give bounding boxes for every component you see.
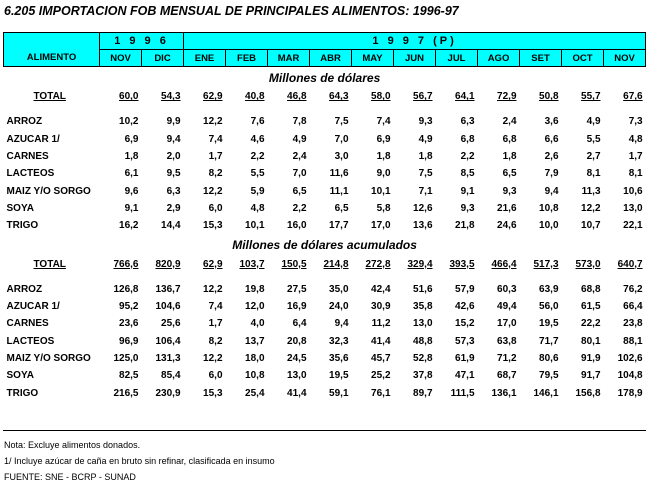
table-cell: 9,9 <box>166 116 181 128</box>
table-cell: 35,6 <box>329 353 349 364</box>
spacer <box>4 105 646 113</box>
table-cell: 51,6 <box>413 283 433 295</box>
total-value: 64,3 <box>329 91 349 103</box>
table-cell: 16,0 <box>287 220 307 232</box>
total-cell <box>142 255 184 272</box>
table-cell: 96,9 <box>119 335 139 347</box>
table-body <box>4 67 646 402</box>
table-cell: 102,6 <box>617 353 643 364</box>
table-cell: 10,8 <box>245 370 265 382</box>
table-cell: 7,4 <box>376 116 391 128</box>
table-cell: 49,4 <box>497 301 517 313</box>
table-cell: 17,0 <box>371 220 391 232</box>
total-value: 820,9 <box>155 258 181 270</box>
table-cell: 2,2 <box>460 151 475 163</box>
table-row <box>4 182 646 199</box>
notes-block <box>4 437 275 485</box>
table-cell: 6,3 <box>166 185 181 197</box>
table-cell: 5,5 <box>586 133 601 145</box>
table-cell: 42,4 <box>371 283 391 295</box>
table-cell: 23,8 <box>623 318 643 330</box>
table-cell: 6,0 <box>208 370 223 382</box>
table-cell: 9,1 <box>124 202 139 214</box>
table-row <box>4 131 646 148</box>
table-cell: 136,1 <box>491 387 517 399</box>
table-cell: 18,0 <box>245 353 265 364</box>
total-cell <box>142 88 184 105</box>
table-cell: 111,5 <box>450 387 475 399</box>
table-cell: 24,0 <box>329 301 349 313</box>
table-cell: 20,8 <box>287 335 307 347</box>
table-cell: 17,7 <box>329 220 349 232</box>
table-cell: 126,8 <box>113 283 139 295</box>
bottom-divider <box>3 430 646 431</box>
total-value: 60,0 <box>119 91 139 103</box>
table-cell: 13,0 <box>413 318 433 330</box>
table-cell: 82,5 <box>119 370 139 382</box>
table-cell: 4,0 <box>250 318 265 330</box>
table-cell: 19,5 <box>539 318 559 330</box>
table-row <box>4 367 646 384</box>
table-cell: 41,4 <box>371 335 391 347</box>
table-cell: 6,9 <box>124 133 139 145</box>
table-cell: 2,4 <box>292 151 307 163</box>
table-cell: 16,9 <box>287 301 307 313</box>
source-text: FUENTE: SNE - BCRP - SUNAD <box>4 472 136 482</box>
table-cell: 41,4 <box>287 387 307 399</box>
table-cell: 7,0 <box>334 133 349 145</box>
table-cell: 56,0 <box>539 301 559 313</box>
table-cell: 10,2 <box>119 116 139 128</box>
total-cell <box>520 88 562 105</box>
total-label: TOTAL <box>33 91 66 103</box>
total-row <box>4 255 646 272</box>
table-cell: 15,3 <box>203 220 223 232</box>
total-value: 50,8 <box>539 91 559 103</box>
total-value: 58,0 <box>371 91 391 103</box>
table-cell: 4,9 <box>292 133 307 145</box>
table-title: 6.205 IMPORTACION FOB MENSUAL DE PRINCIPALES ALIMENTOS: 1996-97 <box>4 4 459 18</box>
table-cell: 3,6 <box>544 116 559 128</box>
total-cell <box>100 255 142 272</box>
table-cell: 2,0 <box>166 151 181 163</box>
table-row <box>4 200 646 217</box>
table-cell: 79,5 <box>539 370 559 382</box>
total-cell <box>562 255 604 272</box>
total-value: 46,8 <box>287 91 307 103</box>
table-cell: 85,4 <box>161 370 181 382</box>
table-cell: 9,4 <box>544 185 559 197</box>
total-cell <box>436 255 478 272</box>
table-cell: 7,4 <box>208 301 223 313</box>
table-cell: 45,7 <box>371 353 391 364</box>
table-cell: 12,2 <box>203 116 223 128</box>
table-cell: 23,6 <box>119 318 139 330</box>
total-cell <box>394 88 436 105</box>
table-cell: 80,1 <box>581 335 601 347</box>
month-header: AGO <box>478 50 520 67</box>
table-cell: 2,2 <box>292 202 307 214</box>
table-cell: 71,7 <box>539 335 559 347</box>
table-cell: 10,7 <box>581 220 601 232</box>
table-cell: 48,8 <box>413 335 433 347</box>
table-cell: 27,5 <box>287 283 307 295</box>
table-cell: 5,8 <box>376 202 391 214</box>
total-value: 766,6 <box>113 258 139 270</box>
row-label: TRIGO <box>6 387 39 399</box>
table-cell: 25,6 <box>161 318 181 330</box>
total-cell <box>268 88 310 105</box>
table-cell: 1,7 <box>628 151 643 163</box>
total-cell <box>310 88 352 105</box>
table-cell: 12,0 <box>245 301 265 313</box>
table-cell: 156,8 <box>575 387 601 399</box>
table-cell: 35,0 <box>329 283 349 295</box>
table-cell: 5,9 <box>250 185 265 197</box>
alimento-header: ALIMENTO <box>4 50 100 67</box>
total-cell <box>394 255 436 272</box>
total-value: 62,9 <box>203 91 223 103</box>
table-cell: 61,5 <box>581 301 601 313</box>
total-value: 329,4 <box>407 258 433 270</box>
row-label: AZUCAR 1/ <box>6 133 60 145</box>
table-cell: 42,6 <box>455 301 475 313</box>
table-cell: 9,4 <box>334 318 349 330</box>
table-cell: 11,3 <box>581 185 601 197</box>
total-cell <box>184 255 226 272</box>
table-cell: 7,4 <box>208 133 223 145</box>
table-cell: 6,6 <box>544 133 559 145</box>
section-heading: Millones de dólares <box>268 70 381 85</box>
table-cell: 57,3 <box>455 335 475 347</box>
table-cell: 10,6 <box>623 185 643 197</box>
table-cell: 1,8 <box>376 151 391 163</box>
month-header: JUL <box>436 50 478 67</box>
table-cell: 146,1 <box>533 387 559 399</box>
total-cell <box>436 88 478 105</box>
row-label: AZUCAR 1/ <box>6 301 60 313</box>
total-cell <box>604 88 646 105</box>
table-cell: 8,1 <box>586 168 601 180</box>
table-cell: 76,2 <box>623 283 643 295</box>
table-cell: 6,9 <box>376 133 391 145</box>
total-row <box>4 88 646 105</box>
section-heading: Millones de dólares acumulados <box>232 237 417 252</box>
table-cell: 88,1 <box>623 335 643 347</box>
table-row <box>4 315 646 332</box>
table-cell: 80,6 <box>539 353 559 364</box>
table-cell: 11,1 <box>329 185 349 197</box>
table-cell: 106,4 <box>155 335 181 347</box>
row-label <box>4 88 100 105</box>
total-value: 393,5 <box>449 258 475 270</box>
table-cell: 24,6 <box>497 220 517 232</box>
total-cell <box>352 88 394 105</box>
row-label: LACTEOS <box>6 335 55 347</box>
table-cell: 71,2 <box>497 353 517 364</box>
table-cell: 76,1 <box>371 387 391 399</box>
table-cell: 12,6 <box>413 202 433 214</box>
table-cell: 12,2 <box>581 202 601 214</box>
table-cell: 9,3 <box>418 116 433 128</box>
month-header: NOV <box>604 50 646 67</box>
table-cell: 4,6 <box>250 133 265 145</box>
table-cell: 19,8 <box>245 283 265 295</box>
total-cell <box>184 88 226 105</box>
table-cell: 6,3 <box>460 116 475 128</box>
table-cell: 6,5 <box>502 168 517 180</box>
row-label: SOYA <box>6 370 34 382</box>
table-cell: 2,6 <box>544 151 559 163</box>
table-cell: 6,1 <box>124 168 139 180</box>
table-cell: 6,5 <box>334 202 349 214</box>
table-cell: 131,3 <box>155 353 181 364</box>
table-cell: 22,1 <box>623 220 643 232</box>
table-cell: 21,6 <box>497 202 517 214</box>
table-cell: 7,5 <box>334 116 349 128</box>
note-text: Nota: Excluye alimentos donados. <box>4 440 141 450</box>
table-cell: 13,0 <box>623 202 643 214</box>
table-cell: 89,7 <box>413 387 433 399</box>
table-cell: 1,8 <box>124 151 139 163</box>
table-cell: 37,8 <box>413 370 433 382</box>
table-cell: 10,1 <box>245 220 265 232</box>
table-row <box>4 333 646 350</box>
row-label: TRIGO <box>6 220 39 232</box>
total-value: 466,4 <box>491 258 517 270</box>
total-cell <box>226 88 268 105</box>
table-cell: 6,5 <box>292 185 307 197</box>
table-cell: 68,7 <box>497 370 517 382</box>
table-cell: 10,1 <box>371 185 391 197</box>
table-row <box>4 165 646 182</box>
total-cell <box>226 255 268 272</box>
table-cell: 7,8 <box>292 116 307 128</box>
total-cell <box>352 255 394 272</box>
table-cell: 1,8 <box>502 151 517 163</box>
month-header: SET <box>520 50 562 67</box>
table-cell: 7,1 <box>418 185 433 197</box>
total-value: 54,3 <box>161 91 181 103</box>
table-cell: 17,0 <box>497 318 517 330</box>
month-header: NOV <box>100 50 142 67</box>
row-label: SOYA <box>6 202 34 214</box>
table-cell: 14,4 <box>161 220 181 232</box>
table-cell: 6,8 <box>460 133 475 145</box>
table-cell: 12,2 <box>203 283 223 295</box>
table-cell: 57,9 <box>455 283 475 295</box>
table-cell: 6,8 <box>502 133 517 145</box>
table-row <box>4 384 646 401</box>
table-cell: 13,7 <box>245 335 265 347</box>
total-value: 640,7 <box>617 258 643 270</box>
month-header: ENE <box>184 50 226 67</box>
table-cell: 11,6 <box>329 168 349 180</box>
table-cell: 95,2 <box>119 301 139 313</box>
total-cell <box>520 255 562 272</box>
total-cell <box>604 255 646 272</box>
table-header <box>4 33 646 67</box>
data-table <box>3 32 646 402</box>
table-cell: 12,2 <box>203 185 223 197</box>
total-value: 214,8 <box>323 258 349 270</box>
table-cell: 25,2 <box>371 370 391 382</box>
table-cell: 91,7 <box>581 370 601 382</box>
total-value: 272,8 <box>365 258 391 270</box>
table-cell: 136,7 <box>155 283 181 295</box>
table-cell: 9,3 <box>460 202 475 214</box>
table-cell: 13,0 <box>287 370 307 382</box>
table-cell: 9,4 <box>166 133 181 145</box>
table-cell: 47,1 <box>455 370 475 382</box>
total-value: 62,9 <box>203 258 223 270</box>
table-cell: 63,9 <box>539 283 559 295</box>
table-cell: 30,9 <box>371 301 391 313</box>
table-cell: 7,5 <box>418 168 433 180</box>
table-cell: 7,6 <box>250 116 265 128</box>
table-cell: 9,3 <box>502 185 517 197</box>
row-label: CARNES <box>6 318 49 330</box>
table-cell: 63,8 <box>497 335 517 347</box>
total-cell <box>268 255 310 272</box>
row-label <box>4 255 100 272</box>
table-cell: 9,5 <box>166 168 181 180</box>
table-cell: 24,5 <box>287 353 307 364</box>
row-label: CARNES <box>6 151 49 163</box>
table-cell: 91,9 <box>581 353 601 364</box>
month-header: DIC <box>142 50 184 67</box>
table-cell: 1,7 <box>208 318 223 330</box>
table-cell: 3,0 <box>334 151 349 163</box>
month-header: JUN <box>394 50 436 67</box>
table-cell: 216,5 <box>113 387 139 399</box>
table-cell: 9,0 <box>376 168 391 180</box>
row-label: ARROZ <box>6 283 43 295</box>
table-cell: 8,2 <box>208 335 223 347</box>
total-value: 67,6 <box>623 91 643 103</box>
spacer <box>4 273 646 281</box>
table-cell: 8,1 <box>628 168 643 180</box>
table-cell: 15,2 <box>455 318 475 330</box>
total-cell <box>478 88 520 105</box>
table-row <box>4 113 646 130</box>
table-row <box>4 217 646 234</box>
table-cell: 68,8 <box>581 283 601 295</box>
table-row <box>4 148 646 165</box>
month-header: FEB <box>226 50 268 67</box>
table-cell: 61,9 <box>455 353 475 364</box>
row-label: MAIZ Y/O SORGO <box>6 185 91 197</box>
table-cell: 60,3 <box>497 283 517 295</box>
table-cell: 230,9 <box>155 387 181 399</box>
table-cell: 22,2 <box>581 318 601 330</box>
row-label: MAIZ Y/O SORGO <box>6 353 91 364</box>
year-1997-header: 1 9 9 7 (P) <box>184 33 646 50</box>
table-cell: 12,2 <box>203 353 223 364</box>
total-value: 573,0 <box>575 258 601 270</box>
row-label: ARROZ <box>6 116 43 128</box>
table-cell: 7,0 <box>292 168 307 180</box>
table-row <box>4 350 646 367</box>
table-cell: 178,9 <box>617 387 643 399</box>
year-1996-header: 1 9 9 6 <box>100 33 184 50</box>
table-cell: 59,1 <box>329 387 349 399</box>
table-cell: 4,8 <box>250 202 265 214</box>
table-cell: 6,0 <box>208 202 223 214</box>
table-cell: 6,4 <box>292 318 307 330</box>
table-cell: 35,8 <box>413 301 433 313</box>
total-cell <box>100 88 142 105</box>
table-cell: 11,2 <box>371 318 391 330</box>
table-cell: 104,6 <box>155 301 181 313</box>
table-cell: 1,8 <box>418 151 433 163</box>
table-cell: 2,7 <box>586 151 601 163</box>
footnote-text: 1/ Incluye azúcar de caña en bruto sin refinar, clasificada en insumo <box>4 456 275 466</box>
total-value: 103,7 <box>239 258 265 270</box>
table-cell: 32,3 <box>329 335 349 347</box>
table-cell: 21,8 <box>455 220 475 232</box>
total-cell <box>562 88 604 105</box>
alimento-header-top <box>4 33 100 50</box>
month-header: OCT <box>562 50 604 67</box>
table-cell: 25,4 <box>245 387 265 399</box>
table-cell: 2,2 <box>250 151 265 163</box>
table-row <box>4 281 646 298</box>
table-cell: 104,8 <box>617 370 643 382</box>
table-cell: 15,3 <box>203 387 223 399</box>
total-value: 40,8 <box>245 91 265 103</box>
total-cell <box>478 255 520 272</box>
table-cell: 5,5 <box>250 168 265 180</box>
total-value: 55,7 <box>581 91 601 103</box>
table-cell: 4,9 <box>418 133 433 145</box>
table-row <box>4 298 646 315</box>
table-cell: 4,9 <box>586 116 601 128</box>
table-cell: 8,2 <box>208 168 223 180</box>
table-cell: 9,1 <box>460 185 475 197</box>
total-cell <box>310 255 352 272</box>
row-label: LACTEOS <box>6 168 55 180</box>
month-header: MAY <box>352 50 394 67</box>
month-header: MAR <box>268 50 310 67</box>
table-cell: 52,8 <box>413 353 433 364</box>
total-value: 56,7 <box>413 91 433 103</box>
table-cell: 66,4 <box>623 301 643 313</box>
total-value: 517,3 <box>533 258 559 270</box>
table-cell: 19,5 <box>329 370 349 382</box>
table-cell: 13,6 <box>413 220 433 232</box>
table-cell: 10,0 <box>539 220 559 232</box>
table-cell: 1,7 <box>208 151 223 163</box>
total-label: TOTAL <box>33 258 66 270</box>
table-cell: 125,0 <box>113 353 139 364</box>
table-cell: 16,2 <box>119 220 139 232</box>
table-cell: 7,3 <box>628 116 643 128</box>
total-value: 72,9 <box>497 91 517 103</box>
table-cell: 9,6 <box>124 185 139 197</box>
table-cell: 4,8 <box>628 133 643 145</box>
total-value: 64,1 <box>455 91 475 103</box>
table-cell: 10,8 <box>539 202 559 214</box>
table-cell: 2,4 <box>502 116 517 128</box>
table-cell: 2,9 <box>166 202 181 214</box>
table-cell: 7,9 <box>544 168 559 180</box>
month-header: ABR <box>310 50 352 67</box>
table-cell: 8,5 <box>460 168 475 180</box>
total-value: 150,5 <box>281 258 307 270</box>
